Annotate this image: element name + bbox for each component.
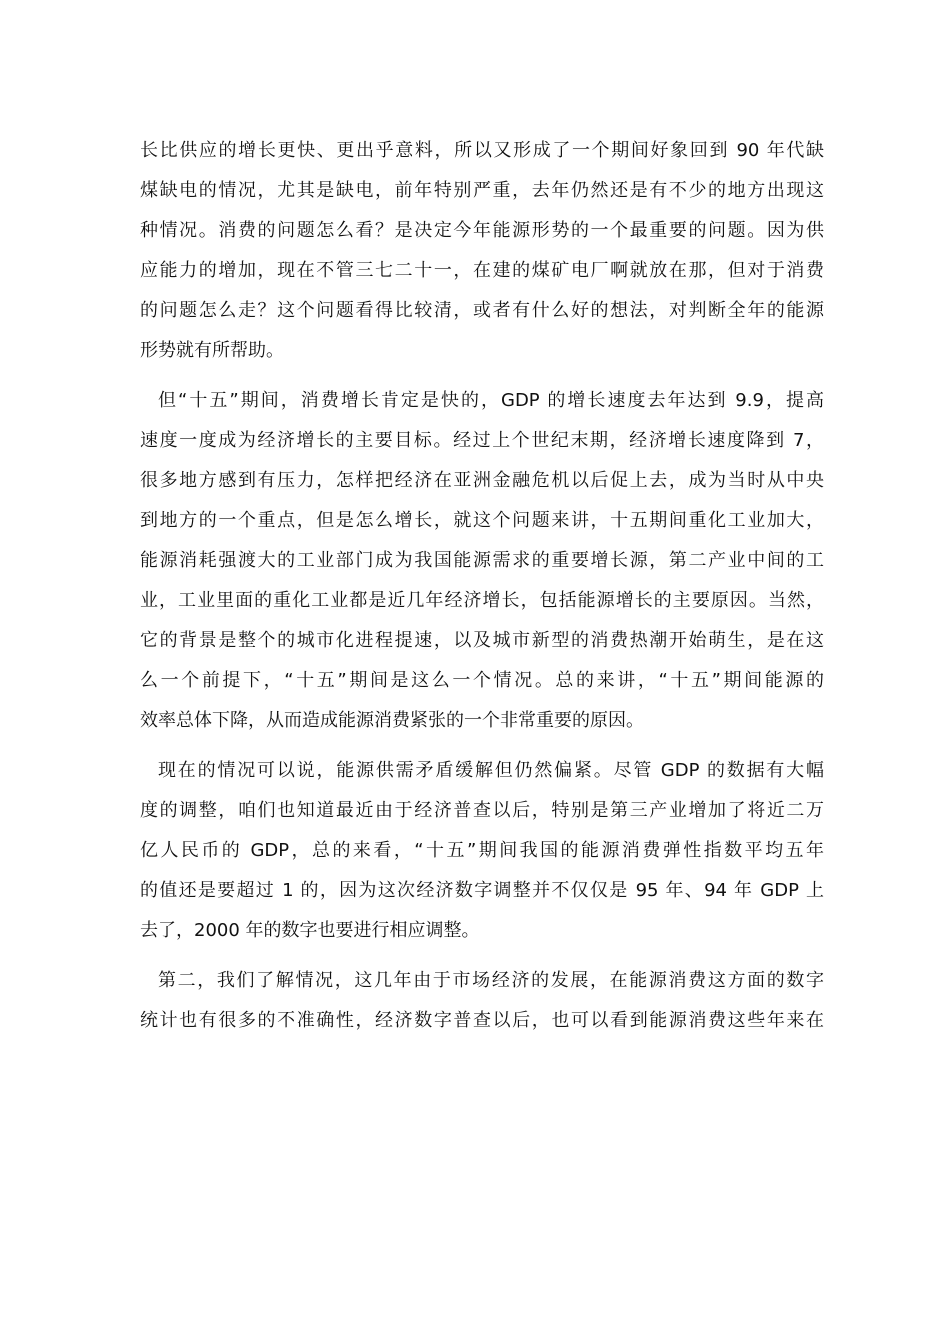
text-line: 亿人民币的 GDP，总的来看，“十五”期间我国的能源消费弹性指数平均五年 — [140, 840, 824, 861]
text-line: 能源消耗强渡大的工业部门成为我国能源需求的重要增长源，第二产业中间的工 — [140, 550, 824, 571]
text-line: 但“十五”期间，消费增长肯定是快的，GDP 的增长速度去年达到 9.9，提高 — [158, 390, 824, 411]
text-line: 长比供应的增长更快、更出乎意料，所以又形成了一个期间好象回到 90 年代缺 — [140, 140, 824, 161]
text-line: 现在的情况可以说，能源供需矛盾缓解但仍然偏紧。尽管 GDP 的数据有大幅 — [158, 760, 824, 781]
text-line: 效率总体下降，从而造成能源消费紧张的一个非常重要的原因。 — [140, 710, 644, 731]
text-line: 种情况。消费的问题怎么看？是决定今年能源形势的一个最重要的问题。因为供 — [140, 220, 824, 241]
text-line: 的问题怎么走？这个问题看得比较清，或者有什么好的想法，对判断全年的能源 — [140, 300, 824, 321]
text-line: 统计也有很多的不准确性，经济数字普查以后，也可以看到能源消费这些年来在 — [140, 1010, 824, 1031]
text-line: 么一个前提下，“十五”期间是这么一个情况。总的来讲，“十五”期间能源的 — [140, 670, 824, 691]
text-line: 业，工业里面的重化工业都是近几年经济增长，包括能源增长的主要原因。当然， — [140, 590, 824, 611]
text-line: 很多地方感到有压力，怎样把经济在亚洲金融危机以后促上去，成为当时从中央 — [140, 470, 824, 491]
body-text — [140, 131, 824, 1041]
text-line: 第二，我们了解情况，这几年由于市场经济的发展，在能源消费这方面的数字 — [158, 970, 824, 991]
text-line: 去了，2000 年的数字也要进行相应调整。 — [140, 920, 480, 941]
text-line: 到地方的一个重点，但是怎么增长，就这个问题来讲，十五期间重化工业加大， — [140, 510, 824, 531]
text-line: 煤缺电的情况，尤其是缺电，前年特别严重，去年仍然还是有不少的地方出现这 — [140, 180, 824, 201]
text-line: 速度一度成为经济增长的主要目标。经过上个世纪末期，经济增长速度降到 7， — [140, 430, 824, 451]
text-line: 它的背景是整个的城市化进程提速，以及城市新型的消费热潮开始萌生，是在这 — [140, 630, 824, 651]
text-line: 的值还是要超过 1 的，因为这次经济数字调整并不仅仅是 95 年、94 年 GDP 上 — [140, 880, 824, 901]
text-line: 形势就有所帮助。 — [140, 340, 284, 361]
text-line: 应能力的增加，现在不管三七二十一，在建的煤矿电厂啊就放在那，但对于消费 — [140, 260, 824, 281]
text-line: 度的调整，咱们也知道最近由于经济普查以后，特别是第三产业增加了将近二万 — [140, 800, 824, 821]
